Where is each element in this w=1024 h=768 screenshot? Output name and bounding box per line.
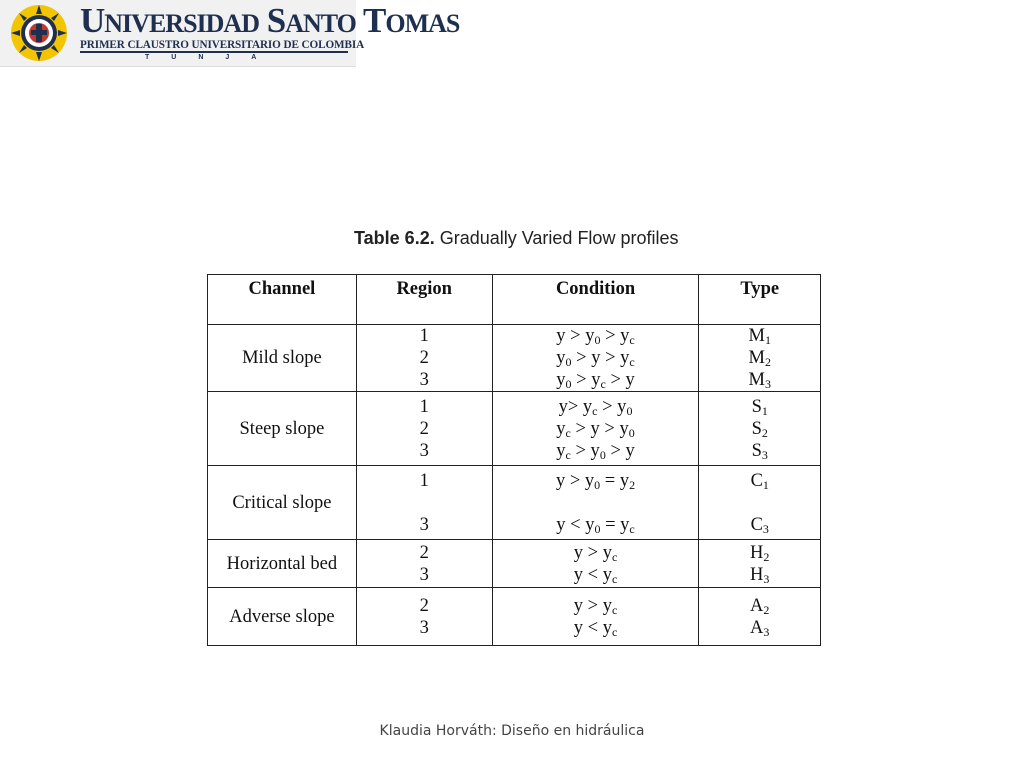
condition-cell — [492, 466, 699, 540]
channel-cell: Mild slope — [208, 325, 357, 392]
region-value: 1 — [419, 470, 429, 491]
table-row — [208, 588, 821, 646]
type-cell — [699, 325, 821, 392]
channel-cell: Steep slope — [208, 392, 357, 466]
table-caption — [354, 228, 754, 249]
type-value: $A_3$ — [750, 617, 770, 639]
condition-value: $y < y_c$ — [573, 564, 618, 586]
header-type: Type — [699, 275, 821, 325]
caption-label: Table 6.2. — [354, 228, 435, 248]
region-cell — [356, 466, 492, 540]
type-value: $M_1$ — [748, 326, 771, 347]
condition-value: $y > y_0 > y_c$ — [556, 326, 635, 347]
table-row — [208, 392, 821, 466]
university-seal-icon — [10, 4, 68, 62]
logo-divider — [80, 51, 348, 53]
type-value: $M_3$ — [748, 370, 771, 391]
condition-value: $y < y_0 = y_c$ — [556, 514, 635, 536]
table-row — [208, 325, 821, 392]
condition-value: $y < y_c$ — [573, 617, 618, 639]
condition-value: $y> y_c > y_0$ — [558, 396, 633, 418]
type-cell — [699, 540, 821, 588]
channel-cell: Horizontal bed — [208, 540, 357, 588]
type-value: $S_1$ — [751, 396, 768, 418]
type-cell — [699, 466, 821, 540]
type-value: $S_2$ — [751, 418, 768, 440]
type-value: $S_3$ — [751, 440, 768, 462]
region-cell — [356, 540, 492, 588]
region-value: 3 — [419, 617, 429, 638]
type-value: $H_3$ — [750, 564, 770, 586]
logo-subtitle: PRIMER CLAUSTRO UNIVERSITARIO DE COLOMBIA — [80, 39, 365, 51]
header-condition: Condition — [492, 275, 699, 325]
condition-value: $y > y_c$ — [573, 542, 618, 564]
region-value: 3 — [419, 370, 429, 390]
region-value: 2 — [419, 595, 429, 616]
flow-profiles-table — [207, 274, 821, 646]
condition-value: $y_0 > y_c > y$ — [556, 370, 635, 391]
channel-cell: Critical slope — [208, 466, 357, 540]
region-value: 3 — [419, 440, 429, 461]
table-row — [208, 540, 821, 588]
condition-value: $y_0 > y > y_c$ — [556, 348, 635, 369]
table-header-row — [208, 275, 821, 325]
caption-text: Gradually Varied Flow profiles — [434, 228, 679, 248]
condition-cell — [492, 588, 699, 646]
header-channel: Channel — [208, 275, 357, 325]
region-value: 2 — [419, 542, 429, 563]
region-value: 3 — [419, 564, 429, 585]
type-value: $A_2$ — [750, 595, 770, 617]
condition-value: $y_c > y_0 > y$ — [556, 440, 635, 462]
condition-cell — [492, 392, 699, 466]
channel-cell: Adverse slope — [208, 588, 357, 646]
region-value: 2 — [419, 348, 429, 368]
type-value: $C_3$ — [750, 514, 769, 536]
type-cell — [699, 588, 821, 646]
logo-title: UNIVERSIDAD SANTO TOMAS — [80, 1, 460, 40]
region-value: 1 — [419, 396, 429, 417]
region-cell — [356, 325, 492, 392]
logo-city: TUNJA — [145, 54, 279, 61]
region-value: 1 — [419, 326, 429, 346]
type-value: $H_2$ — [750, 542, 770, 564]
footer-credit: Klaudia Horváth: Diseño en hidráulica — [379, 723, 645, 739]
table-body — [208, 325, 821, 646]
type-value: $M_2$ — [748, 348, 771, 369]
region-cell — [356, 392, 492, 466]
condition-cell — [492, 540, 699, 588]
region-value: 3 — [419, 514, 429, 535]
university-logo — [0, 0, 460, 67]
type-value: $C_1$ — [750, 470, 769, 492]
table-row — [208, 466, 821, 540]
condition-value: $y_c > y > y_0$ — [556, 418, 635, 440]
condition-value: $y > y_0 = y_2$ — [555, 470, 636, 492]
condition-value: $y > y_c$ — [573, 595, 618, 617]
type-cell — [699, 392, 821, 466]
region-value: 2 — [419, 418, 429, 439]
header-region: Region — [356, 275, 492, 325]
condition-cell — [492, 325, 699, 392]
region-cell — [356, 588, 492, 646]
